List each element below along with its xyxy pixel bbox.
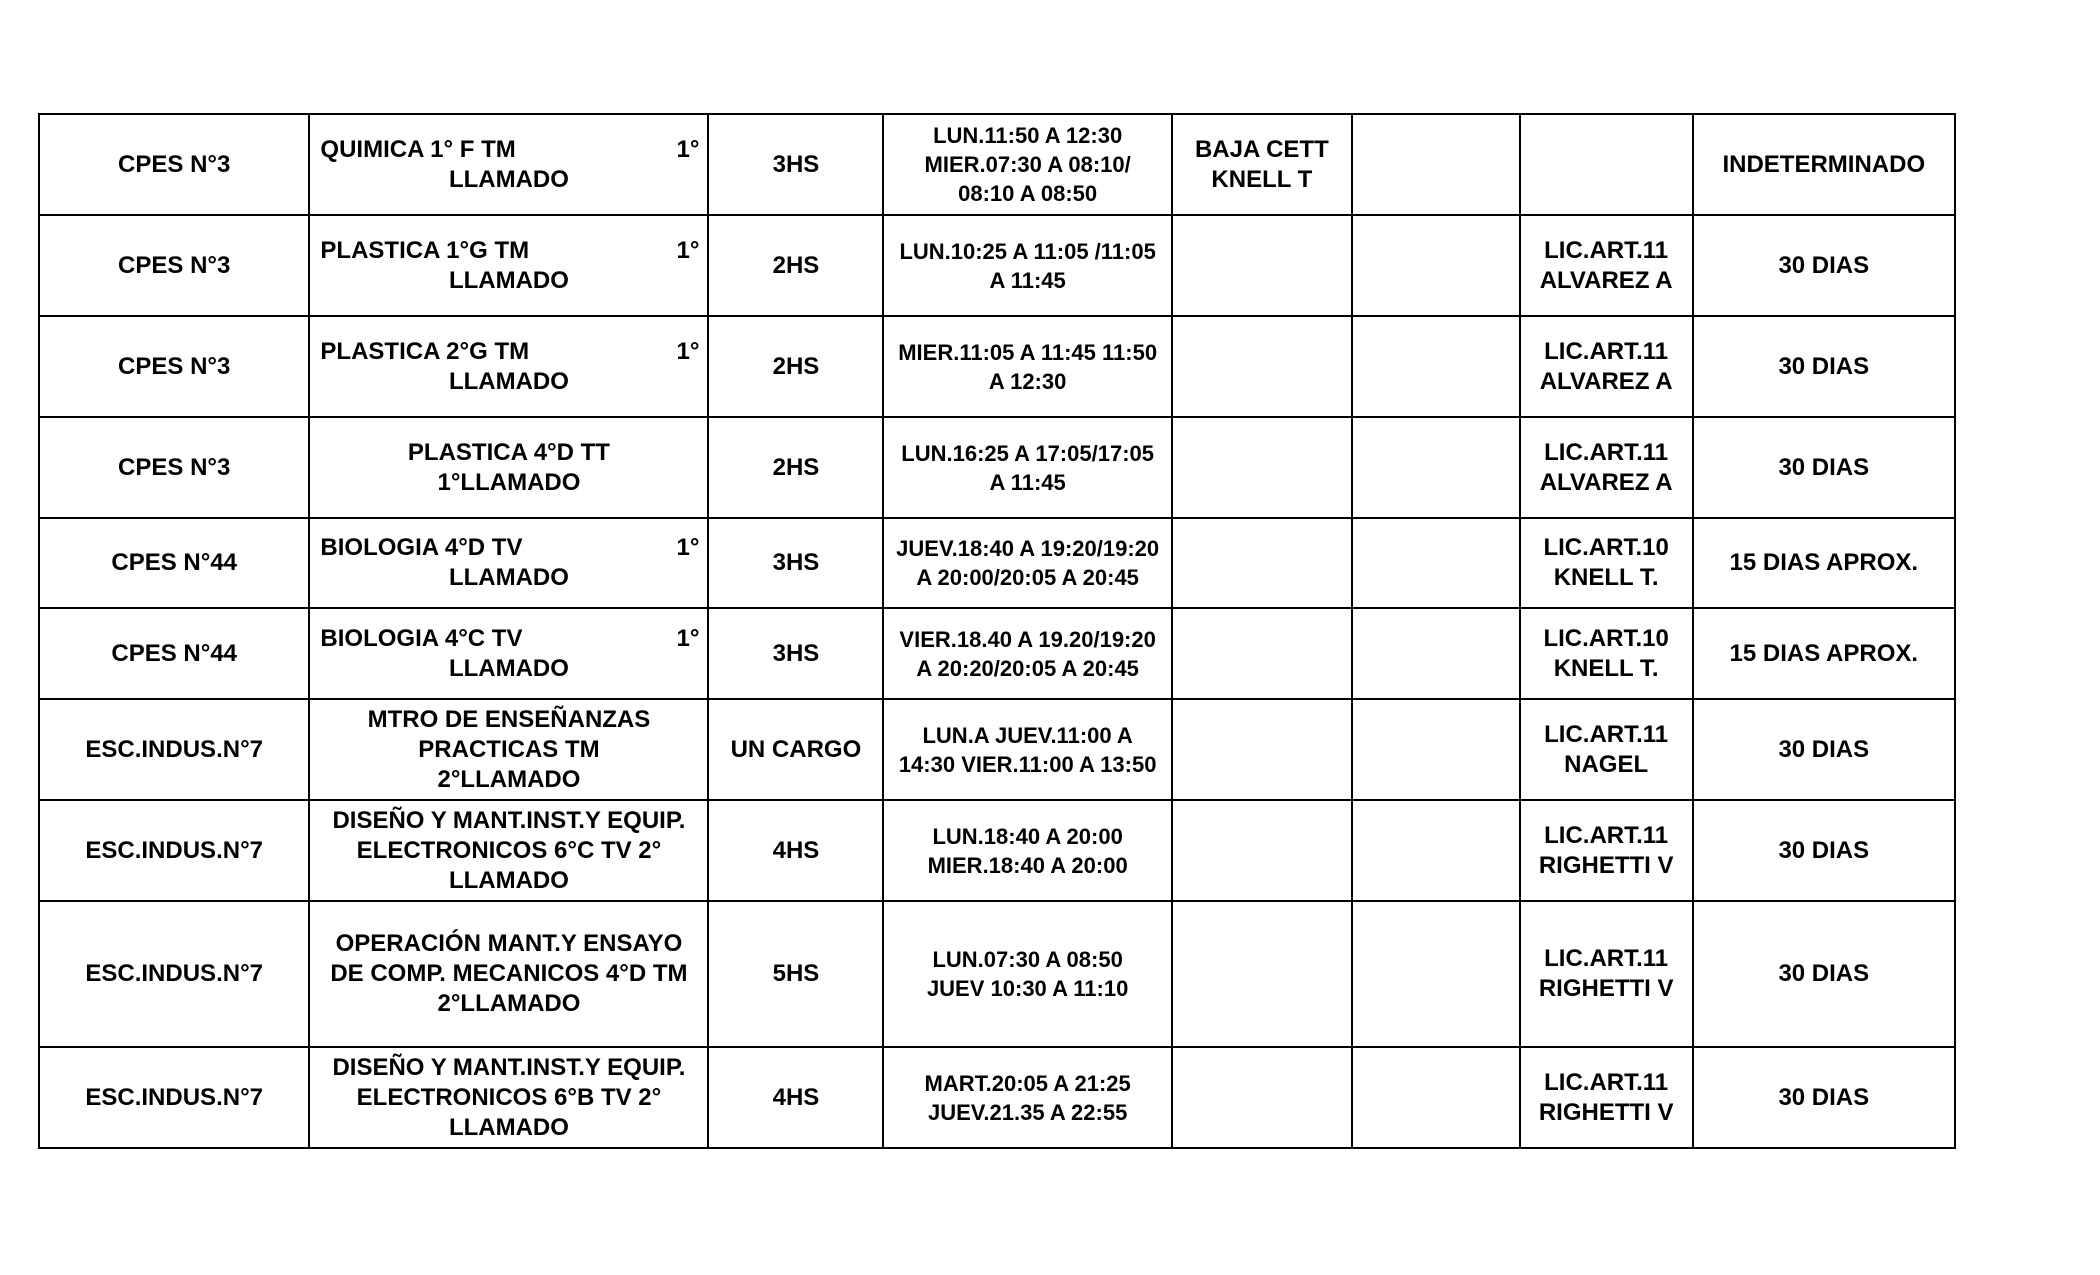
cell-horario bbox=[883, 800, 1172, 901]
cell-horas: 4HS bbox=[708, 800, 883, 901]
materia-first-line bbox=[316, 236, 701, 266]
materia-line: 2°LLAMADO bbox=[437, 990, 581, 1017]
cell-licencia bbox=[1520, 699, 1693, 800]
cell-licencia bbox=[1520, 417, 1693, 518]
materia-line: PLASTICA 4°D TT bbox=[407, 438, 610, 466]
cell-licencia bbox=[1520, 1047, 1693, 1148]
cell-licencia bbox=[1520, 608, 1693, 699]
horario-line: A 20:20/20:05 A 20:45 bbox=[916, 655, 1139, 681]
cell-horario bbox=[883, 316, 1172, 417]
horario-line: LUN.10:25 A 11:05 /11:05 bbox=[899, 238, 1156, 264]
cell-empty bbox=[1352, 901, 1520, 1047]
cell-escuela: ESC.INDUS.N°7 bbox=[39, 901, 309, 1047]
materia-line: LLAMADO bbox=[448, 165, 569, 193]
cell-materia bbox=[309, 417, 708, 518]
licencia-line: RIGHETTI V bbox=[1538, 975, 1674, 1002]
cell-horas: 2HS bbox=[708, 215, 883, 316]
table-row bbox=[39, 608, 1955, 699]
materia-line: 1°LLAMADO bbox=[437, 468, 581, 496]
horario-line: MART.20:05 A 21:25 bbox=[924, 1070, 1131, 1096]
materia-subject: PLASTICA 2°G TM bbox=[320, 337, 530, 365]
horario-line: VIER.18.40 A 19.20/19:20 bbox=[899, 626, 1156, 652]
materia-call-number: 1° bbox=[676, 135, 700, 163]
cell-empty bbox=[1352, 699, 1520, 800]
materia-call-number: 1° bbox=[676, 236, 700, 264]
cell-causa bbox=[1172, 1047, 1352, 1148]
cell-materia bbox=[309, 699, 708, 800]
cell-duracion: 30 DIAS bbox=[1693, 316, 1955, 417]
cell-horas: 5HS bbox=[708, 901, 883, 1047]
cell-causa bbox=[1172, 215, 1352, 316]
cell-duracion: 30 DIAS bbox=[1693, 901, 1955, 1047]
horario-line: MIER.11:05 A 11:45 11:50 bbox=[898, 339, 1158, 365]
cell-duracion: 30 DIAS bbox=[1693, 800, 1955, 901]
cell-causa bbox=[1172, 699, 1352, 800]
cell-empty bbox=[1352, 800, 1520, 901]
licencia-line: LIC.ART.11 bbox=[1544, 720, 1669, 748]
cell-horario bbox=[883, 215, 1172, 316]
cell-escuela: ESC.INDUS.N°7 bbox=[39, 699, 309, 800]
table-row bbox=[39, 215, 1955, 316]
horario-line: A 20:00/20:05 A 20:45 bbox=[916, 565, 1139, 590]
materia-line: LLAMADO bbox=[448, 1113, 569, 1141]
cell-licencia bbox=[1520, 901, 1693, 1047]
horario-line: A 11:45 bbox=[989, 267, 1066, 293]
cell-empty bbox=[1352, 417, 1520, 518]
cell-materia bbox=[309, 800, 708, 901]
horario-line: LUN.A JUEV.11:00 A bbox=[922, 722, 1133, 748]
licencia-line: LIC.ART.11 bbox=[1544, 821, 1669, 849]
cell-escuela: ESC.INDUS.N°7 bbox=[39, 800, 309, 901]
materia-subject: PLASTICA 1°G TM bbox=[320, 236, 530, 264]
licencia-line: KNELL T. bbox=[1553, 654, 1659, 682]
cell-materia bbox=[309, 901, 708, 1047]
cell-empty bbox=[1352, 608, 1520, 699]
table-row bbox=[39, 800, 1955, 901]
licencia-line: LIC.ART.11 bbox=[1544, 945, 1669, 972]
table-row bbox=[39, 1047, 1955, 1148]
materia-line: LLAMADO bbox=[448, 266, 569, 294]
horario-line: LUN.16:25 A 17:05/17:05 bbox=[901, 440, 1154, 466]
cell-horas: UN CARGO bbox=[708, 699, 883, 800]
causa-line: BAJA CETT bbox=[1194, 135, 1329, 163]
materia-line: PRACTICAS TM bbox=[418, 735, 600, 763]
licencia-line: LIC.ART.11 bbox=[1544, 1068, 1669, 1096]
cell-horas: 3HS bbox=[708, 114, 883, 215]
cell-empty bbox=[1352, 114, 1520, 215]
cell-escuela: CPES N°3 bbox=[39, 316, 309, 417]
materia-line: MTRO DE ENSEÑANZAS bbox=[367, 705, 651, 733]
cell-materia bbox=[309, 1047, 708, 1148]
horario-line: A 12:30 bbox=[988, 368, 1067, 394]
cell-licencia bbox=[1520, 215, 1693, 316]
cell-horas: 4HS bbox=[708, 1047, 883, 1148]
cell-horas: 2HS bbox=[708, 316, 883, 417]
materia-line: ELECTRONICOS 6°C TV 2° bbox=[356, 836, 662, 864]
cell-materia bbox=[309, 608, 708, 699]
cell-escuela: CPES N°3 bbox=[39, 417, 309, 518]
table-row bbox=[39, 114, 1955, 215]
cell-duracion: INDETERMINADO bbox=[1693, 114, 1955, 215]
cell-materia bbox=[309, 215, 708, 316]
materia-first-line bbox=[316, 533, 701, 563]
cell-escuela: CPES N°3 bbox=[39, 114, 309, 215]
materia-line: DISEÑO Y MANT.INST.Y EQUIP. bbox=[332, 1053, 686, 1081]
cell-empty bbox=[1352, 215, 1520, 316]
cell-causa bbox=[1172, 114, 1352, 215]
cell-empty bbox=[1352, 316, 1520, 417]
cell-causa bbox=[1172, 316, 1352, 417]
cell-materia bbox=[309, 316, 708, 417]
materia-subject: QUIMICA 1° F TM bbox=[320, 135, 516, 163]
cell-horario bbox=[883, 417, 1172, 518]
licencia-line: LIC.ART.11 bbox=[1544, 337, 1669, 365]
materia-line: LLAMADO bbox=[448, 866, 569, 894]
horario-line: 14:30 VIER.11:00 A 13:50 bbox=[898, 751, 1157, 777]
cell-horario bbox=[883, 608, 1172, 699]
table-row bbox=[39, 901, 1955, 1047]
licencia-line: LIC.ART.10 bbox=[1543, 624, 1669, 652]
cell-escuela: CPES N°3 bbox=[39, 215, 309, 316]
table-row bbox=[39, 417, 1955, 518]
materia-call-number: 1° bbox=[676, 534, 700, 561]
vacancy-table bbox=[38, 113, 1956, 1149]
materia-line: DISEÑO Y MANT.INST.Y EQUIP. bbox=[332, 806, 686, 834]
licencia-line: RIGHETTI V bbox=[1538, 851, 1674, 879]
cell-causa bbox=[1172, 417, 1352, 518]
cell-licencia bbox=[1520, 800, 1693, 901]
cell-duracion: 15 DIAS APROX. bbox=[1693, 518, 1955, 608]
cell-empty bbox=[1352, 1047, 1520, 1148]
materia-line: LLAMADO bbox=[448, 367, 569, 395]
horario-line: JUEV 10:30 A 11:10 bbox=[926, 976, 1129, 1001]
materia-line: DE COMP. MECANICOS 4°D TM bbox=[330, 960, 688, 987]
licencia-line: ALVAREZ A bbox=[1539, 367, 1673, 395]
table-row bbox=[39, 316, 1955, 417]
materia-line: OPERACIÓN MANT.Y ENSAYO bbox=[335, 930, 683, 957]
licencia-line: ALVAREZ A bbox=[1539, 468, 1673, 496]
horario-line: MIER.07:30 A 08:10/ bbox=[924, 152, 1131, 177]
cell-empty bbox=[1352, 518, 1520, 608]
cell-horario bbox=[883, 114, 1172, 215]
materia-first-line bbox=[316, 337, 701, 367]
cell-horas: 3HS bbox=[708, 518, 883, 608]
cell-escuela: ESC.INDUS.N°7 bbox=[39, 1047, 309, 1148]
horario-line: MIER.18:40 A 20:00 bbox=[927, 852, 1128, 878]
cell-escuela: CPES N°44 bbox=[39, 608, 309, 699]
cell-duracion: 15 DIAS APROX. bbox=[1693, 608, 1955, 699]
cell-escuela: CPES N°44 bbox=[39, 518, 309, 608]
horario-line: LUN.18:40 A 20:00 bbox=[932, 823, 1123, 849]
cell-horario bbox=[883, 699, 1172, 800]
licencia-line: KNELL T. bbox=[1553, 564, 1659, 591]
horario-line: JUEV.18:40 A 19:20/19:20 bbox=[896, 536, 1160, 561]
cell-causa bbox=[1172, 901, 1352, 1047]
cell-horas: 2HS bbox=[708, 417, 883, 518]
horario-line: JUEV.21.35 A 22:55 bbox=[927, 1099, 1128, 1125]
materia-line: LLAMADO bbox=[448, 564, 569, 591]
licencia-line: NAGEL bbox=[1564, 750, 1649, 778]
cell-horario bbox=[883, 1047, 1172, 1148]
cell-licencia bbox=[1520, 316, 1693, 417]
materia-line: 2°LLAMADO bbox=[437, 765, 581, 793]
horario-line: A 11:45 bbox=[989, 469, 1066, 495]
materia-line: LLAMADO bbox=[448, 654, 569, 682]
materia-first-line bbox=[316, 624, 701, 654]
table-body bbox=[39, 114, 1955, 1148]
cell-materia bbox=[309, 518, 708, 608]
cell-horario bbox=[883, 901, 1172, 1047]
horario-line: LUN.07:30 A 08:50 bbox=[932, 947, 1123, 972]
materia-call-number: 1° bbox=[676, 624, 700, 652]
licencia-line: LIC.ART.11 bbox=[1544, 236, 1669, 264]
materia-subject: BIOLOGIA 4°D TV bbox=[320, 534, 523, 561]
cell-licencia bbox=[1520, 518, 1693, 608]
materia-first-line bbox=[316, 135, 701, 165]
cell-duracion: 30 DIAS bbox=[1693, 417, 1955, 518]
table-row bbox=[39, 699, 1955, 800]
cell-horario bbox=[883, 518, 1172, 608]
cell-duracion: 30 DIAS bbox=[1693, 215, 1955, 316]
cell-materia bbox=[309, 114, 708, 215]
licencia-line: LIC.ART.10 bbox=[1543, 534, 1669, 561]
cell-duracion: 30 DIAS bbox=[1693, 699, 1955, 800]
cell-horas: 3HS bbox=[708, 608, 883, 699]
causa-line: KNELL T bbox=[1211, 165, 1313, 193]
cell-causa bbox=[1172, 518, 1352, 608]
cell-licencia bbox=[1520, 114, 1693, 215]
materia-line: ELECTRONICOS 6°B TV 2° bbox=[356, 1083, 662, 1111]
licencia-line: RIGHETTI V bbox=[1538, 1098, 1674, 1126]
materia-call-number: 1° bbox=[676, 337, 700, 365]
licencia-line: ALVAREZ A bbox=[1539, 266, 1673, 294]
materia-subject: BIOLOGIA 4°C TV bbox=[320, 624, 523, 652]
horario-line: LUN.11:50 A 12:30 bbox=[933, 123, 1123, 148]
cell-duracion: 30 DIAS bbox=[1693, 1047, 1955, 1148]
horario-line: 08:10 A 08:50 bbox=[958, 181, 1098, 206]
cell-causa bbox=[1172, 608, 1352, 699]
table-row bbox=[39, 518, 1955, 608]
licencia-line: LIC.ART.11 bbox=[1544, 438, 1669, 466]
cell-causa bbox=[1172, 800, 1352, 901]
